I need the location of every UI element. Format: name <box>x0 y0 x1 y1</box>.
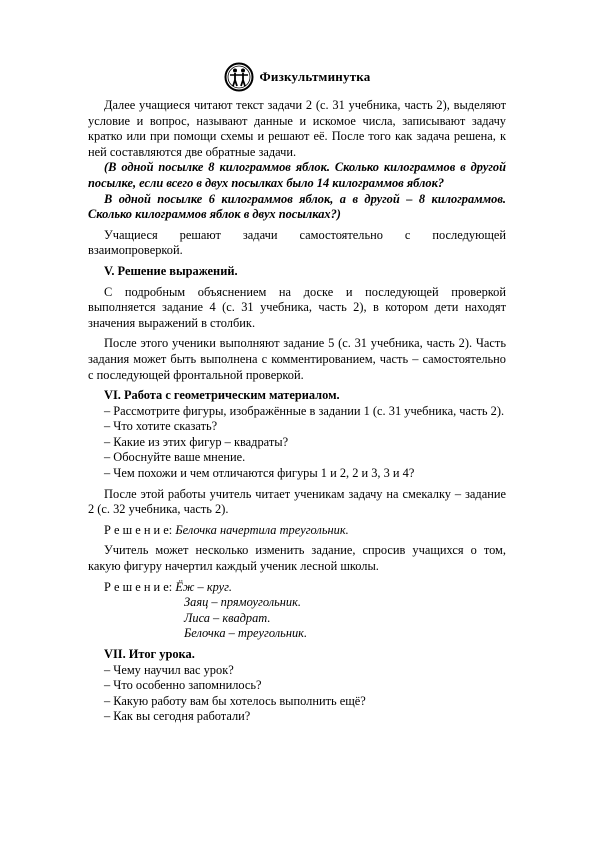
question-item: – Чему научил вас урок? <box>104 662 234 677</box>
question-item: – Что особенно запомнилось? <box>104 678 262 693</box>
document-page <box>88 60 506 725</box>
section-heading: VI. Работа с геометрическим материалом. <box>104 388 340 403</box>
paragraph: Учитель может несколько изменить задание, спросив учащихся о том, какую фигуру начертил каждый ученик лесной школы. <box>88 543 506 574</box>
solution-answer: Ёж – круг. <box>175 579 232 594</box>
solution-line <box>88 580 506 596</box>
question-item: – Обоснуйте ваше мнение. <box>104 450 246 465</box>
solution-line <box>88 523 506 539</box>
paragraph: Учащиеся решают задачи самостоятельно с последующей взаимопроверкой. <box>88 227 506 258</box>
section-header <box>88 60 506 94</box>
paragraph: Далее учащиеся читают текст задачи 2 (с. 31 учебника, часть 2), выделяют условие и вопрос, называют данные и искомое числа, записывают задачу кратко или при помощи схемы и решают её. После того как задача решена, к ней составляются две обратные задачи. <box>88 98 506 159</box>
gymnasts-icon <box>224 62 254 92</box>
question-item: – Рассмотрите фигуры, изображённые в задании 1 (с. 31 учебника, часть 2). <box>104 403 505 418</box>
inverse-task-2: В одной посылке 6 килограммов яблок, а в другой – 8 килограммов. Сколько килограммов яблок в двух посылках?) <box>88 191 506 222</box>
paragraph: После этой работы учитель читает ученикам задачу на смекалку – задание 2 (с. 32 учебника, часть 2). <box>88 486 506 517</box>
solution-label: Р е ш е н и е: <box>104 579 173 594</box>
question-item: – Как вы сегодня работали? <box>104 709 251 724</box>
solution-answer: Лиса – квадрат. <box>184 610 271 625</box>
question-item: – Какие из этих фигур – квадраты? <box>104 434 289 449</box>
solution-answer: Белочка – треугольник. <box>184 626 308 641</box>
solution-text: Белочка начертила треугольник. <box>175 522 349 537</box>
inverse-task-1: (В одной посылке 8 килограммов яблок. Сколько килограммов в другой посылке, если всего в двух посылках было 14 килограммов яблок? <box>88 160 506 190</box>
paragraph: С подробным объяснением на доске и последующей проверкой выполняется задание 4 (с. 31 учебника, часть 2), в котором дети находят значения выражений в столбик. <box>88 284 506 330</box>
section-title: Физкультминутка <box>259 69 371 84</box>
solution-answer: Заяц – прямоугольник. <box>184 595 302 610</box>
question-item: – Чем похожи и чем отличаются фигуры 1 и 2, 2 и 3, 3 и 4? <box>104 466 415 481</box>
paragraph: После этого ученики выполняют задание 5 (с. 31 учебника, часть 2). Часть задания может быть выполнена с комментированием, часть – самостоятельно с последующей фронтальной проверкой. <box>88 336 506 382</box>
solution-label: Р е ш е н и е: <box>104 522 173 537</box>
section-heading: V. Решение выражений. <box>104 263 238 278</box>
section-heading: VII. Итог урока. <box>104 647 195 661</box>
question-item: – Что хотите сказать? <box>104 419 218 434</box>
question-item: – Какую работу вам бы хотелось выполнить ещё? <box>104 693 366 708</box>
